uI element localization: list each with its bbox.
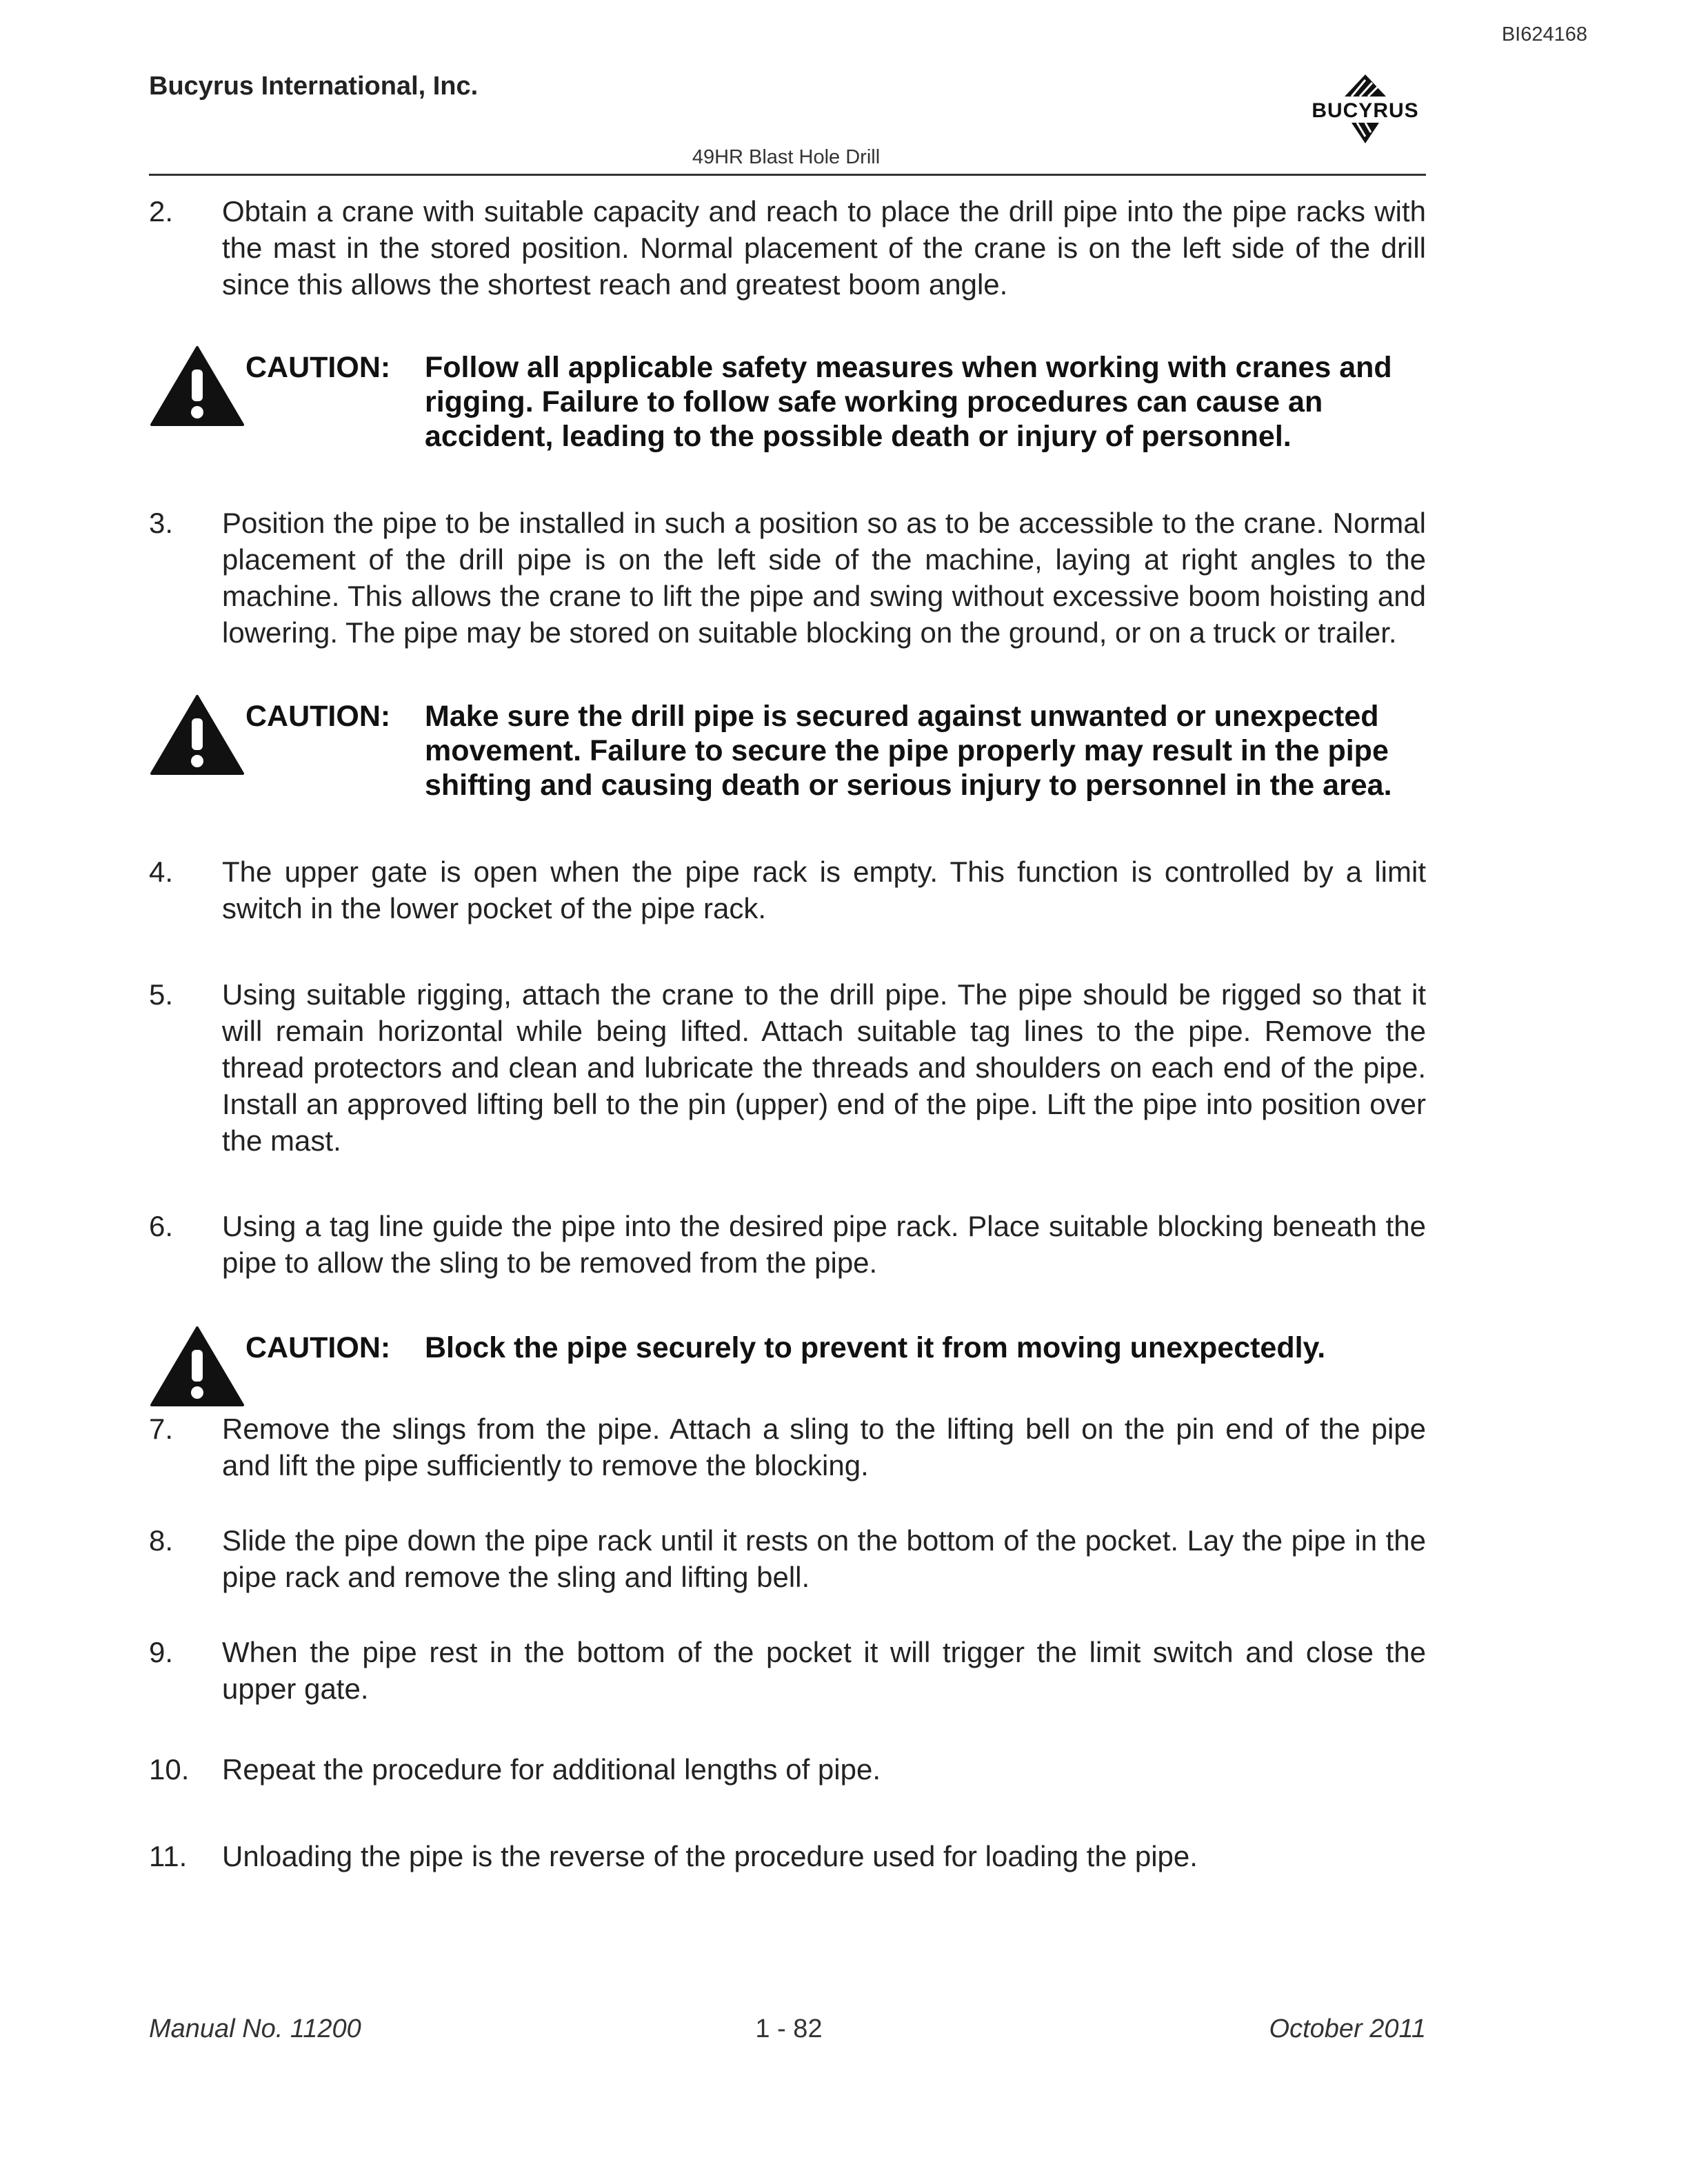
list-item: [149, 1522, 1426, 1595]
step-number: 4.: [149, 856, 174, 888]
list-item: [149, 505, 1426, 651]
page-number: 1 - 82: [755, 2014, 823, 2043]
step-number: 10.: [149, 1753, 190, 1786]
caution-label: CAUTION:: [245, 1331, 391, 1364]
step-number: 3.: [149, 507, 174, 539]
caution-text: Make sure the drill pipe is secured against unwanted or unexpected movement. Failure to secure the pipe properly may result in the pipe shifting and causing death or serious injury to personnel in the area.: [425, 700, 1392, 802]
step-text: Using suitable rigging, attach the crane to the drill pipe. The pipe should be rigged so that it will remain horizontal while being lifted. Attach suitable tag lines to the pipe. Remove the thread protectors and clean and lubricate the threads and shoulders on each end of the pipe. Install an approved lifting bell to the pin (upper) end of the pipe. Lift the pipe into position over the mast.: [222, 978, 1426, 1157]
list-item: [149, 853, 1426, 927]
caution-block: [149, 350, 1426, 454]
step-number: 9.: [149, 1636, 174, 1668]
warning-triangle-icon: [149, 1325, 245, 1410]
list-item: [149, 1208, 1426, 1281]
logo-text: BUCYRUS: [1312, 99, 1419, 122]
step-text: Using a tag line guide the pipe into the desired pipe rack. Place suitable blocking beneath the pipe to allow the sling to be removed from the pipe.: [222, 1210, 1426, 1279]
list-item: [149, 1751, 1426, 1788]
caution-label: CAUTION:: [245, 700, 391, 733]
step-text: Slide the pipe down the pipe rack until it rests on the bottom of the pocket. Lay the pipe in the pipe rack and remove the sling and lifting bell.: [222, 1524, 1426, 1593]
caution-label: CAUTION:: [245, 351, 391, 384]
document-subtitle: 49HR Blast Hole Drill: [692, 146, 881, 168]
step-number: 8.: [149, 1524, 174, 1557]
step-number: 2.: [149, 195, 174, 228]
caution-block: [149, 699, 1426, 802]
step-text: Unloading the pipe is the reverse of the procedure used for loading the pipe.: [222, 1840, 1198, 1872]
list-item: [149, 1634, 1426, 1707]
list-item: [149, 1410, 1426, 1484]
manual-number: Manual No. 11200: [149, 2014, 361, 2043]
caution-block: [149, 1331, 1426, 1365]
caution-text: Follow all applicable safety measures when working with cranes and rigging. Failure to follow safe working procedures can cause an accident, leading to the possible death or injury of personnel.: [425, 351, 1392, 453]
list-item: [149, 193, 1426, 303]
step-text: Repeat the procedure for additional lengths of pipe.: [222, 1753, 881, 1786]
document-id: BI624168: [1501, 23, 1587, 46]
step-text: Position the pipe to be installed in such a position so as to be accessible to the crane. Normal placement of the drill pipe is on the left side of the machine, laying at right angles to the machine. This allows the crane to lift the pipe and swing without excessive boom hoisting and lowering. The pipe may be stored on suitable blocking on the ground, or on a truck or trailer.: [222, 507, 1426, 649]
warning-triangle-icon: [149, 345, 245, 430]
bucyrus-logo: [1303, 69, 1427, 152]
step-text: When the pipe rest in the bottom of the pocket it will trigger the limit switch and close the upper gate.: [222, 1636, 1426, 1705]
caution-text: Block the pipe securely to prevent it from moving unexpectedly.: [425, 1331, 1326, 1364]
list-item: [149, 976, 1426, 1159]
step-text: The upper gate is open when the pipe rack is empty. This function is controlled by a limit switch in the lower pocket of the pipe rack.: [222, 856, 1426, 924]
step-number: 5.: [149, 978, 174, 1011]
warning-triangle-icon: [149, 694, 245, 779]
company-name: Bucyrus International, Inc.: [149, 72, 479, 101]
header-divider: [149, 174, 1426, 176]
step-text: Obtain a crane with suitable capacity and reach to place the drill pipe into the pipe racks with the mast in the stored position. Normal placement of the crane is on the left side of the drill since this allows the shortest reach and greatest boom angle.: [222, 195, 1426, 301]
publication-date: October 2011: [1269, 2014, 1426, 2043]
step-number: 11.: [149, 1840, 188, 1872]
step-text: Remove the slings from the pipe. Attach a sling to the lifting bell on the pin end of the pipe and lift the pipe sufficiently to remove the blocking.: [222, 1413, 1426, 1482]
list-item: [149, 1838, 1426, 1874]
step-number: 6.: [149, 1210, 174, 1242]
step-number: 7.: [149, 1413, 174, 1445]
